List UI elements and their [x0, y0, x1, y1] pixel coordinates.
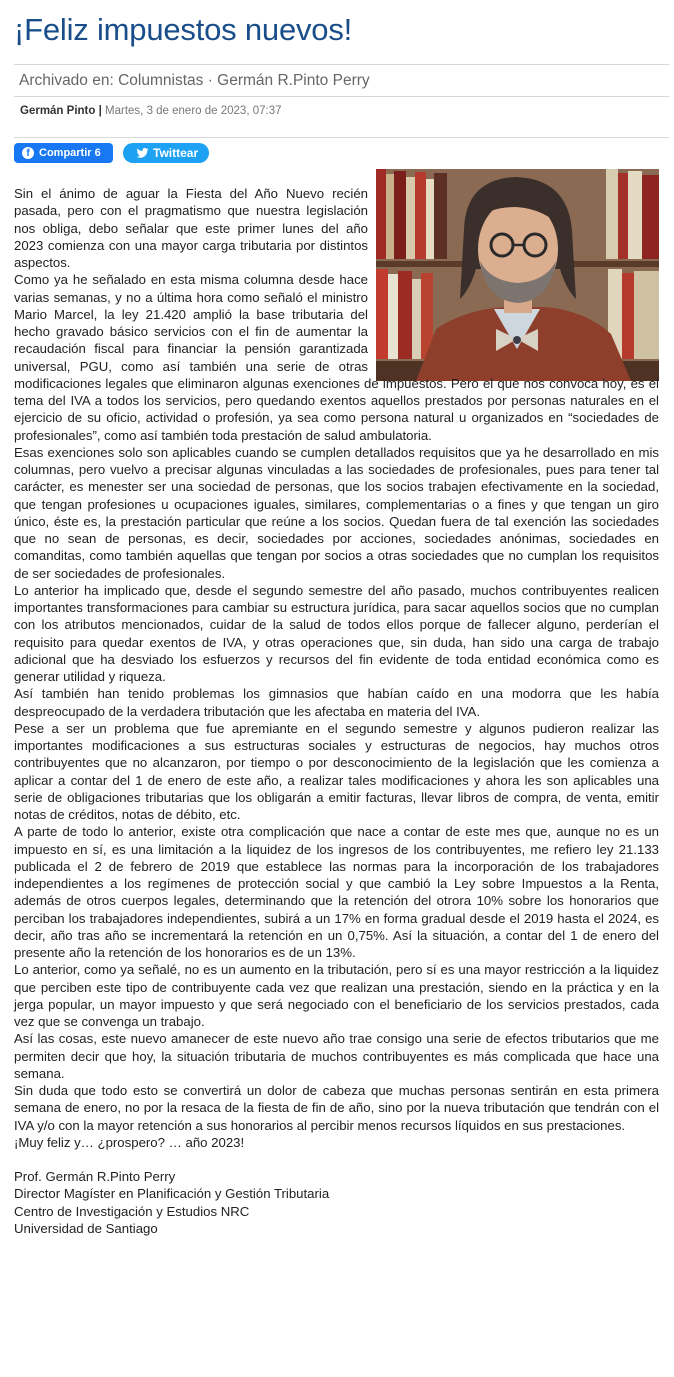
facebook-share-button[interactable] — [14, 143, 113, 163]
paragraph: Así las cosas, este nuevo amanecer de este nuevo año trae consigo una serie de efectos tributarios que me permiten decir que hoy, la situación tributaria de muchos contribuyentes es más complicada que hace una semana. — [14, 1031, 659, 1081]
twitter-bird-icon — [136, 148, 149, 158]
signature-block — [14, 1168, 659, 1237]
paragraph: Esas exenciones solo son aplicables cuando se cumplen detallados requisitos que ya he desarrollado en mis columnas, pero vuelvo a precisar algunas vinculadas a las sociedades de profesionales, pues para tener tal carácter, es menester ser una sociedad de personas, que los socios trabajen efectivamente en la sociedad, que tengan profesiones u ocupaciones iguales, similares, complementarias o a fines y que tengan un giro único, éste es, la prestación particular que reúne a los socios. Quedan fuera de tal exención las sociedades que no sean de personas, es decir, sociedades por acciones, sociedades anónimas, sociedades en comanditas, como también aquellas que tengan por socios a otras sociedades que no cumplan los requisitos de ser sociedades de profesionales. — [14, 444, 659, 581]
byline — [20, 103, 282, 119]
twitter-share-button[interactable] — [123, 143, 209, 163]
paragraph: Lo anterior ha implicado que, desde el segundo semestre del año pasado, muchos contribuyentes realicen importantes transformaciones para cambiar su estructura jurídica, para sacar aquellos socios que no cumplan con los atributos mencionados, cuidar de la salud de todos ellos porque de fallecer alguno, perderían el requisito para quedar exentos de IVA, y otras operaciones que, sin duda, han sido una carga de trabajo adicional que ha desviado los esfuerzos y recursos del fin evidente de toda entidad económica como es generar utilidad y riqueza. — [14, 582, 659, 684]
paragraph: Lo anterior, como ya señalé, no es un aumento en la tributación, pero sí es una mayor restricción a la liquidez que perciben este tipo de contribuyente cada vez que realizan una prestación, siendo en la práctica y en la jerga popular, un mayor impuesto y que será negociado con el beneficiario de los servicios prestados, cada vez que se convenga un trabajo. — [14, 962, 659, 1029]
paragraph: A parte de todo lo anterior, existe otra complicación que nace a contar de este mes que, aunque no es un impuesto en sí, es una limitación a la liquidez de los ingresos de los contribuyentes, me refiero ley 21.133 publicada el 2 de febrero de 2019 que establece las normas para la incorporación de los trabajadores independientes a los regímenes de protección social y que cambió la Ley sobre Impuestos a la Renta, además de otros cuerpos legales, determinando que la retención del otrora 10% sobre los honorarios que perciban los trabajadores independientes, subirá a un 17% en forma gradual desde el 2019 hasta el 2024, es decir, año tras año se incrementará la retención en un 0,75%. Así la situación, a contar del 1 de enero del presente año la retención de los honorarios es de un 13%. — [14, 824, 659, 960]
paragraph: Pese a ser un problema que fue apremiante en el segundo semestre y algunos pudieron realizar las importantes modificaciones a sus estructuras sociales y estructuras de negocios, hay muchos otros contribuyentes que no alcanzaron, por tiempo o por desconocimiento de la legislación que les comienza a aplicar a contar del 1 de enero de este año, a realizar tales modificaciones y ahora les son aplicables una serie de obligaciones tributarias que los obligarán a emitir facturas, llevar libros de compra, de venta, emitir notas de créditos, notas de débito, etc. — [14, 720, 659, 822]
paragraph: Sin duda que todo esto se convertirá un dolor de cabeza que muchas personas sentirán en esta primera semana de enero, no por la resaca de la fiesta de fin de año, sino por la nueva tributación que tendrán con el IVA y/o con la mayor retención a sus honorarios al percibir menos recursos líquidos en sus prestaciones. — [14, 1083, 659, 1133]
archived-prefix: Archivado en: — [19, 72, 114, 89]
archived-separator: · — [207, 72, 213, 89]
signature-name: Prof. Germán R.Pinto Perry — [14, 1169, 176, 1184]
byline-separator: | — [98, 105, 102, 117]
page-title: ¡Feliz impuestos nuevos! — [14, 12, 353, 47]
twitter-share-label: Twittear — [153, 146, 199, 160]
facebook-share-label: Compartir — [39, 147, 92, 159]
signature-role: Director Magíster en Planificación y Gestión Tributaria — [14, 1186, 330, 1202]
signature-university: Universidad de Santiago — [14, 1220, 158, 1236]
facebook-icon: f — [22, 147, 34, 159]
publish-date: Martes, 3 de enero de 2023, 07:37 — [105, 105, 282, 117]
signature-center: Centro de Investigación y Estudios NRC — [14, 1203, 250, 1219]
category-link[interactable]: Columnistas — [118, 72, 204, 89]
divider — [14, 137, 669, 138]
facebook-share-count: 6 — [94, 147, 101, 159]
author-name[interactable]: Germán Pinto — [20, 105, 96, 117]
archived-line — [19, 70, 370, 92]
divider — [14, 64, 669, 65]
columnist-link[interactable]: Germán R.Pinto Perry — [217, 72, 370, 89]
paragraph: Como ya he señalado en esta misma columna desde hace varias semanas, y no a última hora como señaló el ministro Mario Marcel, la ley 21.420 amplió la base tributaria del hecho gravado básico servicios con el fin de aumentar la recaudación fiscal para financiar la pensión garantizada universal, PGU, como así también una serie de otras modificaciones legales que eliminaron algunas exenciones de impuestos. Pero el que nos convoca hoy, es el tema del IVA a todos los servicios, pero quedando exentos aquellos prestados por personas naturales en el ejercicio de su oficio, actividad o profesión, ya sea como persona natural u organizados en “sociedades de profesionales”, como así también toda prestación de salud ambulatoria. — [14, 272, 659, 443]
closing-line: ¡Muy feliz y… ¿prospero? … año 2023! — [14, 1134, 245, 1150]
paragraph: Así también han tenido problemas los gimnasios que habían caído en una modorra que les había despreocupado de la verdadera tributación que les afectaba en materia del IVA. — [14, 686, 659, 719]
divider — [14, 96, 669, 97]
paragraph: Sin el ánimo de aguar la Fiesta del Año Nuevo recién pasada, pero con el pragmatismo que nuestra legislación nos obliga, debo señalar que este primer lunes del año 2023 comienza con una mayor carga tributaria por distintos aspectos. — [14, 186, 368, 270]
article-body — [14, 185, 659, 1237]
